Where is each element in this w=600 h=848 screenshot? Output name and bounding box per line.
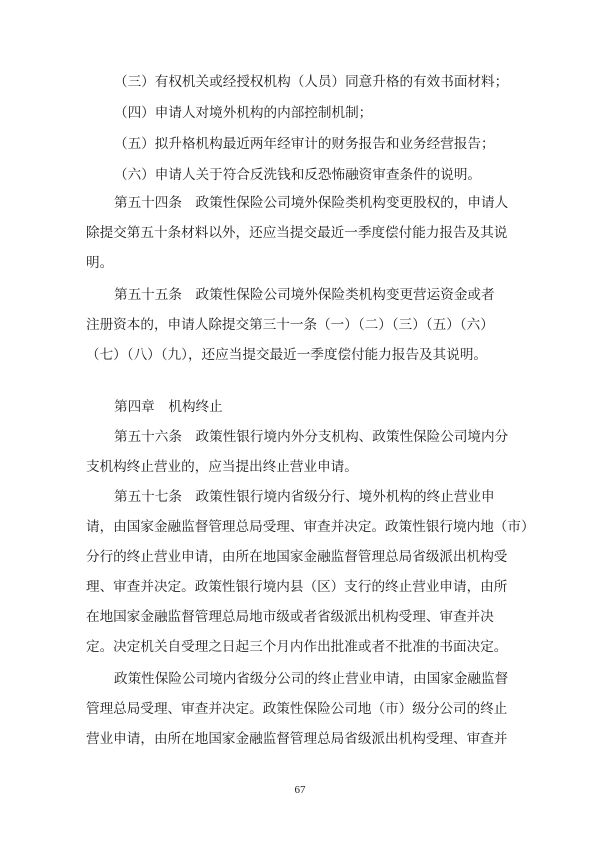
- paragraph-line: 第五十五条 政策性保险公司境外保险类机构变更营运资金或者: [114, 287, 495, 303]
- article-54: [86, 195, 522, 271]
- paragraph-line: 管理总局受理、审查并决定。政策性保险公司地（市）级分公司的终止: [86, 701, 508, 717]
- list-item: （六）申请人关于符合反洗钱和反恐怖融资审查条件的说明。: [114, 167, 482, 183]
- paragraph-line: 定。决定机关自受理之日起三个月内作出批准或者不批准的书面决定。: [86, 639, 508, 655]
- paragraph-line: 第五十六条 政策性银行境内外分支机构、政策性保险公司境内分: [114, 429, 509, 445]
- paragraph-line: 除提交第五十条材料以外，还应当提交最近一季度偿付能力报告及其说: [86, 225, 508, 241]
- paragraph-line: 注册资本的，申请人除提交第三十一条（一）（二）（三）（五）（六）: [86, 317, 494, 333]
- paragraph-line: 请，由国家金融监督管理总局受理、审查并决定。政策性银行境内地（市）: [86, 519, 535, 535]
- chapter-heading: 第四章 机构终止: [114, 399, 223, 415]
- paragraph-line: 理、审查并决定。政策性银行境内县（区）支行的终止营业申请，由所: [86, 579, 508, 595]
- article-55: [86, 287, 522, 363]
- list-item: （五）拟升格机构最近两年经审计的财务报告和业务经营报告；: [114, 136, 495, 152]
- paragraph-line: 第五十七条 政策性银行境内省级分行、境外机构的终止营业申: [114, 489, 495, 505]
- page-number: 67: [294, 784, 306, 796]
- article-57: [86, 489, 535, 655]
- article-57-paragraph-2: [86, 671, 522, 747]
- paragraph-line: 在地国家金融监督管理总局地市级或者省级派出机构受理、审查并决: [86, 609, 494, 625]
- paragraph-line: 第五十四条 政策性保险公司境外保险类机构变更股权的，申请人: [114, 195, 509, 211]
- document-body: [86, 74, 535, 747]
- paragraph-line: （七）（八）（九），还应当提交最近一季度偿付能力报告及其说明。: [86, 347, 488, 363]
- paragraph-line: 支机构终止营业的，应当提出终止营业申请。: [86, 459, 358, 475]
- paragraph-line: 明。: [86, 255, 114, 271]
- list-item: （三）有权机关或经授权机构（人员）同意升格的有效书面材料；: [114, 74, 509, 90]
- paragraph-line: 政策性保险公司境内省级分公司的终止营业申请，由国家金融监督: [114, 671, 509, 687]
- paragraph-line: 分行的终止营业申请，由所在地国家金融监督管理总局省级派出机构受: [86, 549, 508, 565]
- article-56: [86, 429, 522, 475]
- paragraph-line: 营业申请，由所在地国家金融监督管理总局省级派出机构受理、审查并: [86, 731, 508, 747]
- list-item: （四）申请人对境外机构的内部控制机制；: [114, 105, 373, 121]
